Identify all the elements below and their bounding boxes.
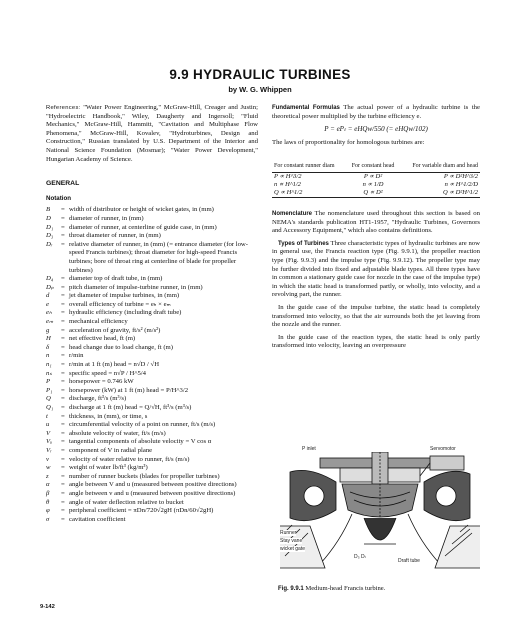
equals-sign: = <box>61 378 65 386</box>
notation-symbol: eₕ <box>46 309 52 317</box>
laws-text: The laws of proportionality for homologous turbines are: <box>272 138 425 146</box>
equals-sign: = <box>61 395 65 403</box>
notation-definition: circumferential velocity of a point on runner, ft/s (m/s) <box>69 421 216 429</box>
equals-sign: = <box>61 421 65 429</box>
notation-row <box>46 456 258 465</box>
equals-sign: = <box>61 352 65 360</box>
notation-symbol: Dᵣ <box>46 240 53 248</box>
notation-symbol: e <box>46 300 49 308</box>
notation-row <box>46 292 258 301</box>
equals-sign: = <box>61 481 65 489</box>
notation-symbol: D <box>46 214 51 222</box>
equals-sign: = <box>61 309 65 317</box>
notation-definition: horsepower (kW) at 1 ft (m) head = P/H^3/2 <box>69 386 189 394</box>
notation-definition: angle between v and u (measured between positive directions) <box>69 489 236 497</box>
notation-row <box>46 490 258 499</box>
notation-symbol: P <box>46 378 51 386</box>
notation-row <box>46 481 258 490</box>
notation-definition: angle between V and u (measured between positive directions) <box>69 481 237 489</box>
notation-symbol: Vᵣ <box>46 446 52 454</box>
proportionality-table <box>272 161 480 198</box>
notation-definition: diameter of runner, at centerline of guide case, in (mm) <box>69 223 217 231</box>
notation-definition: thickness, in (mm), or time, s <box>69 412 148 420</box>
notation-symbol: D₄ <box>46 275 54 283</box>
notation-definition: diameter top of draft tube, in (mm) <box>69 275 163 283</box>
equals-sign: = <box>61 335 65 343</box>
notation-definition: diameter of runner, in (mm) <box>69 214 144 222</box>
notation-row <box>46 378 258 387</box>
table-row <box>272 181 480 189</box>
label-wicket-gate: wicket gate <box>280 546 306 552</box>
notation-row <box>46 473 258 482</box>
notation-symbol: g <box>46 326 50 334</box>
notation-definition: peripheral coefficient = πDn/720√2gH (πDn/60√2gH) <box>69 507 214 515</box>
table-header-constant-head: For constant head <box>346 161 400 172</box>
figure-caption <box>278 585 488 592</box>
notation-definition: throat diameter of runner, in (mm) <box>69 232 161 240</box>
equals-sign: = <box>61 214 65 222</box>
equals-sign: = <box>61 292 65 300</box>
notation-symbol: Q <box>46 395 51 403</box>
notation-row <box>46 335 258 344</box>
equals-sign: = <box>61 429 65 437</box>
equals-sign: = <box>61 275 65 283</box>
table-cell: n ∝ 1/D <box>362 180 384 188</box>
notation-row <box>46 499 258 508</box>
notation-row <box>46 370 258 379</box>
notation-symbol: δ <box>46 343 50 351</box>
notation-definition: discharge at 1 ft (m) head = Q/√H, ft³/s (m³/s) <box>69 404 192 411</box>
guide-paragraph: In the guide case of the impulse turbine, the static head is completely transformed into velocity, so that the air surrounds both the jet leaving from the nozzle and the runner. <box>272 303 480 329</box>
notation-symbol: B <box>46 206 51 214</box>
notation-definition: cavitation coefficient <box>69 515 126 523</box>
equals-sign: = <box>61 223 65 231</box>
notation-definition: tangential components of absolute velocity = V cos α <box>69 438 212 446</box>
notation-row <box>46 404 258 413</box>
notation-row <box>46 206 258 215</box>
notation-definition: absolute velocity of water, ft/s (m/s) <box>69 429 166 437</box>
notation-row <box>46 309 258 318</box>
notation-definition: acceleration of gravity, ft/s² (m/s²) <box>69 326 161 334</box>
label-p-inlet: P inlet <box>302 446 316 452</box>
notation-definition: net effective head, ft (m) <box>69 335 136 343</box>
equals-sign: = <box>61 326 65 334</box>
label-stay-vane: Stay vane <box>280 538 303 544</box>
label-servomotor: Servomotor <box>430 446 456 452</box>
equals-sign: = <box>61 472 65 480</box>
notation-symbol: eₘ <box>46 318 54 326</box>
equals-sign: = <box>61 404 65 411</box>
notation-symbol: Q₁ <box>46 404 54 411</box>
nomenclature-label: Nomenclature <box>272 210 313 217</box>
notation-row <box>46 395 258 404</box>
table-cell: P ∝ D² <box>363 172 383 180</box>
equals-sign: = <box>61 240 65 248</box>
table-cell: P ∝ H^3/2 <box>274 172 302 180</box>
notation-definition: overall efficiency of turbine = eₕ × eₘ <box>69 300 171 308</box>
notation-symbol: w <box>46 464 51 472</box>
table-header-variable: For variable diam and head <box>400 161 480 172</box>
notation-definition: r/min at 1 ft (m) head = n√D / √H <box>69 361 160 369</box>
notation-row <box>46 275 258 284</box>
table-cell: Q ∝ D² <box>363 188 383 196</box>
table-cell: Q ∝ D²H^1/2 <box>443 188 478 196</box>
notation-row <box>46 507 258 516</box>
notation-row <box>46 447 258 456</box>
turbine-drawing <box>280 452 480 570</box>
notation-symbol: α <box>46 481 50 489</box>
equals-sign: = <box>61 206 65 214</box>
notation-row <box>46 284 258 293</box>
notation-row <box>46 516 258 525</box>
notation-symbol: nₛ <box>46 369 52 377</box>
equals-sign: = <box>61 455 65 463</box>
notation-symbol: Dₚ <box>46 283 54 291</box>
notation-row <box>46 413 258 422</box>
equals-sign: = <box>61 507 65 515</box>
notation-symbol: n <box>46 352 50 360</box>
power-formula: P = ePₜ = eHQw/550 (= eHQw/102) <box>324 125 428 134</box>
notation-definition: r/min <box>69 352 84 360</box>
equals-sign: = <box>61 412 65 420</box>
notation-symbol: n₁ <box>46 361 52 369</box>
notation-row <box>46 361 258 370</box>
byline: by W. G. Whippen <box>228 85 292 94</box>
nomenclature-paragraph <box>272 210 480 236</box>
table-cell: n ∝ H^1/2/D <box>444 180 478 188</box>
figure-caption-label: Fig. 9.9.1 <box>278 586 304 592</box>
guide-paragraph-2: In the guide case of the reaction types, the static head is only partly transformed into velocity, leaving an overpressure <box>272 333 480 350</box>
notation-symbol: θ <box>46 498 50 506</box>
table-header-constant-diam: For constant runner diam <box>272 161 346 172</box>
notation-definition: horsepower = 0.746 kW <box>69 378 134 386</box>
notation-symbol: z <box>46 472 49 480</box>
notation-heading: Notation <box>46 194 72 202</box>
equals-sign: = <box>61 318 65 326</box>
fundamental-text: The actual power of a hydraulic turbine is the theoretical power multiplied by the turbine efficiency e. <box>272 104 480 120</box>
notation-definition: hydraulic efficiency (including draft tube) <box>69 309 182 317</box>
notation-definition: angle of water deflection relative to bucket <box>69 498 184 506</box>
notation-row <box>46 352 258 361</box>
notation-row <box>46 464 258 473</box>
notation-definition: pitch diameter of impulse-turbine runner, in (mm) <box>69 283 203 291</box>
label-draft-tube: Draft tube <box>398 558 420 564</box>
notation-definition: relative diameter of runner, in (mm) (= entrance diameter (for low-speed Francis turbines); throat diameter for high-speed Francis turbines; bore of throat ring at centerline of blade for propeller turbines) <box>69 240 248 274</box>
references-label: References: <box>46 105 81 111</box>
figure-caption-text: Medium-head Francis turbine. <box>305 585 386 592</box>
nomenclature-text: The nomenclature used throughout this section is based on NEMA's standards publication HT1-1957, "Hydraulic Turbines, Governors and Accessory Equipment," which also contains definitions. <box>272 209 480 235</box>
equals-sign: = <box>61 446 65 454</box>
notation-symbol: H <box>46 335 51 343</box>
equals-sign: = <box>61 498 65 506</box>
notation-definition: number of runner buckets (blades for propeller turbines) <box>69 472 220 480</box>
notation-symbol: P₁ <box>46 386 53 394</box>
notation-symbol: φ <box>46 507 50 515</box>
fundamental-paragraph <box>272 104 480 121</box>
table-cell: Q ∝ H^1/2 <box>274 188 303 196</box>
section-title: 9.9 HYDRAULIC TURBINES <box>169 67 351 82</box>
notation-row <box>46 224 258 233</box>
types-text: Three characteristic types of hydraulic turbines are now in general use, the Francis reaction type (Fig. 9.9.1), the propeller reaction type (Fig. 9.9.3) and the impulse type (Fig. 9.9.12). The propeller type may be further divided into fixed and adjustable blade types. All three types have in common a stationary guide case for nozzle in the case of the impulse type) in which the static head is transformed partly, or wholly, into velocity, and a revolving part, the runner. <box>272 239 480 299</box>
notation-symbol: v <box>46 455 49 463</box>
equals-sign: = <box>61 283 65 291</box>
notation-symbol: D₁ <box>46 223 54 231</box>
table-row <box>272 172 480 181</box>
page-number: 9-142 <box>40 604 55 610</box>
notation-symbol: σ <box>46 515 50 523</box>
types-label: Types of Turbines <box>278 240 329 247</box>
table-cell: n ∝ H^1/2 <box>274 180 301 188</box>
references-text: "Water Power Engineering," McGraw-Hill, Creager and Justin; "Hydroelectric Handbook," Wiley, Daugherty and Ingersoll; "Fluid Mechanics," McGraw-Hill, Hammitt, "Cavitation and Multiphase Flow Phenomena," McGraw-Hill, Kovalev, "Hydroturbines, Design and Construction," Russian translated by U.S. Department of the Interior and National Science Foundation (Mosmar); "Water Power Development," Hungarian Academy of Science. <box>46 104 258 163</box>
notation-row <box>46 344 258 353</box>
general-heading: GENERAL <box>46 180 80 188</box>
equals-sign: = <box>61 343 65 351</box>
notation-row <box>46 421 258 430</box>
notation-definition: velocity of water relative to runner, ft/s (m/s) <box>69 455 190 463</box>
notation-row <box>46 438 258 447</box>
notation-row <box>46 387 258 396</box>
notation-row <box>46 301 258 310</box>
proportionality-table-body <box>272 172 480 197</box>
notation-row <box>46 215 258 224</box>
notation-definition: jet diameter of impulse turbines, in (mm) <box>69 292 180 300</box>
notation-definition: specific speed = n√P / H^5/4 <box>69 369 147 377</box>
notation-definition: mechanical efficiency <box>69 318 128 326</box>
fundamental-label: Fundamental Formulas <box>272 105 340 111</box>
notation-row <box>46 318 258 327</box>
notation-symbol: t <box>46 412 48 420</box>
equals-sign: = <box>61 489 65 497</box>
table-row <box>272 189 480 198</box>
label-runner: Runner <box>280 530 297 536</box>
notation-definition: weight of water lb/ft³ (kg/m³) <box>69 464 148 472</box>
label-throat-diameter: D₃ Dₜ <box>354 554 367 560</box>
notation-symbol: V <box>46 429 51 437</box>
notation-row <box>46 241 258 275</box>
equals-sign: = <box>61 515 65 523</box>
notation-row <box>46 327 258 336</box>
references-paragraph <box>46 104 258 164</box>
notation-definition: width of distributor or height of wicket gates, in (mm) <box>69 206 214 214</box>
right-column <box>272 104 480 355</box>
types-paragraph <box>272 240 480 300</box>
notation-symbol: D₃ <box>46 232 54 240</box>
left-column <box>46 104 258 524</box>
notation-row <box>46 430 258 439</box>
notation-definition: discharge, ft³/s (m³/s) <box>69 395 127 403</box>
equals-sign: = <box>61 361 65 369</box>
equals-sign: = <box>61 464 65 472</box>
equals-sign: = <box>61 300 65 308</box>
table-cell: P ∝ D²H^3/2 <box>443 172 478 180</box>
equals-sign: = <box>61 386 65 394</box>
notation-symbol: Vᵤ <box>46 438 53 446</box>
equals-sign: = <box>61 369 65 377</box>
francis-turbine-figure <box>280 446 480 570</box>
equals-sign: = <box>61 438 65 446</box>
notation-definition: head change due to load change, ft (m) <box>69 343 173 351</box>
notation-symbol: d <box>46 292 50 300</box>
notation-list <box>46 206 258 524</box>
notation-row <box>46 232 258 241</box>
notation-symbol: u <box>46 421 50 429</box>
notation-symbol: β <box>46 489 50 497</box>
equals-sign: = <box>61 232 65 240</box>
notation-definition: component of V in radial plane <box>69 446 153 454</box>
